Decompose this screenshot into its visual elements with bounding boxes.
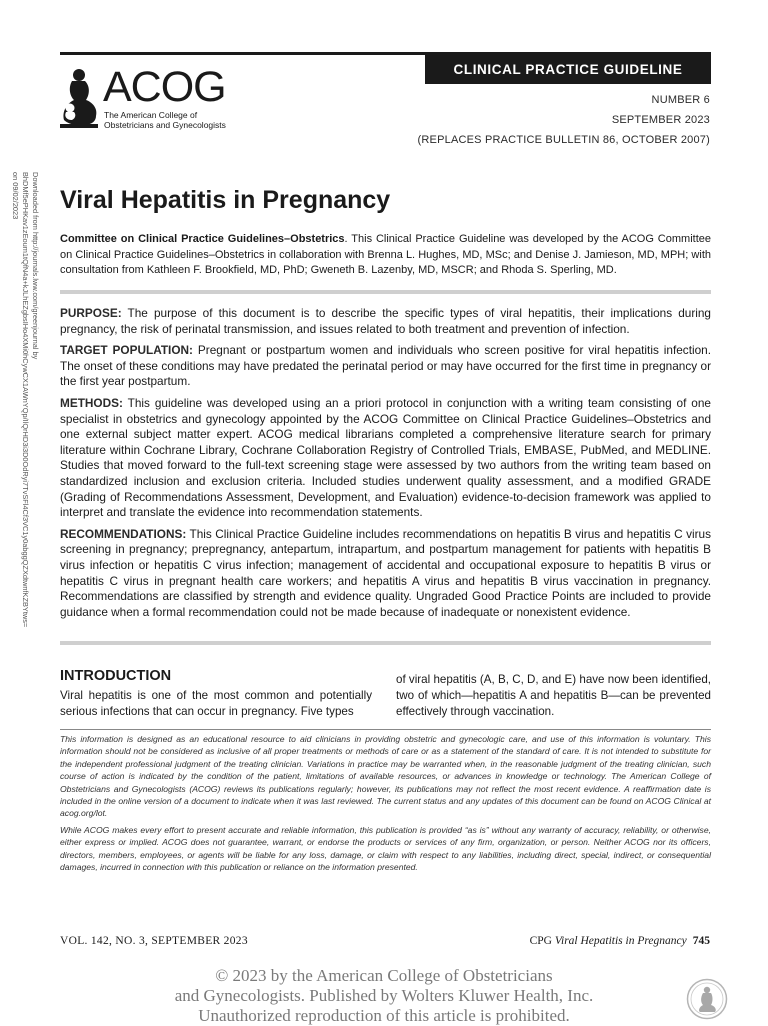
disclaimer bbox=[60, 733, 711, 877]
recommendations-paragraph bbox=[60, 527, 711, 621]
purpose-paragraph bbox=[60, 306, 711, 337]
target-text: Pregnant or postpartum women and individuals who screen positive for viral hepatitis infection. The onset of these conditions may have predated the perinatal period or may have occurred for the first time in pregnancy or the first year postpartum. bbox=[60, 343, 711, 389]
target-paragraph bbox=[60, 343, 711, 390]
purpose-label: PURPOSE: bbox=[60, 306, 122, 320]
introduction-column-1: Viral hepatitis is one of the most common and potentially serious infections that can occur in pregnancy. Five types bbox=[60, 689, 372, 718]
methods-paragraph bbox=[60, 396, 711, 521]
target-label: TARGET POPULATION: bbox=[60, 343, 193, 358]
abstract bbox=[60, 306, 711, 626]
download-watermark: Downloaded from http://journals.lww.com/greenjournal by BhDMf5ePHKav1zEoum1tQfN4a+kJLhEZgbsIHo4XMi0hCywCX1AWnYQp/IlQrHD3i3D0OdRyi7TvSFl4Cf3VC1y0abggQZXdtwnfKZBYtws= on 09/02/2023 bbox=[11, 172, 40, 628]
introduction-column-2: of viral hepatitis (A, B, C, D, and E) have now been identified, two of which—hepatitis A and hepatitis B—can be prevented effectively through vaccination. bbox=[396, 673, 711, 718]
copyright-line3: Unauthorized reproduction of this article is prohibited. bbox=[198, 1006, 570, 1025]
introduction-heading: INTRODUCTION bbox=[60, 668, 172, 684]
page-number: 745 bbox=[692, 935, 710, 947]
abstract-bottom-rule bbox=[60, 641, 711, 645]
guideline-number: NUMBER 6 bbox=[651, 94, 710, 106]
acog-logo bbox=[58, 63, 238, 134]
disclaimer-paragraph-1: This information is designed as an educational resource to aid clinicians in providing obstetric and gynecologic care, and use of this information is voluntary. This information should not be considered as inclusive of all proper treatments or methods of care or as a statement of the standard of care. It is not intended to substitute for the independent professional judgment of the treating clinician. Variations in practice may be warranted when, in the reasonable judgment of the treating clinician, such course of action is indicated by the condition of the patient, limitations of available resources, or advances in knowledge or technology. The American College of Obstetricians and Gynecologists (ACOG) reviews its publications regularly; however, its publications may not reflect the most recent evidence. A reaffirmation date is included in the online version of a document to indicate when it was last reviewed. The current status and any updates of this document can be found on ACOG Clinical at acog.org/lot. bbox=[60, 734, 711, 819]
logo-subtitle-line2: Obstetricians and Gynecologists bbox=[104, 120, 226, 130]
footer-cpg: CPG bbox=[529, 935, 552, 947]
author-statement bbox=[60, 232, 711, 279]
author-text: . This Clinical Practice Guideline was developed by the ACOG Committee on Clinical Practice Guidelines–Obstetrics in collaboration with Brenna L. Hughes, MD, MSc; and Denise J. Jamieson, MD, MPH; with consultation from Kathleen F. Brookfield, MD, PhD; Gweneth B. Lazenby, MD, MSCR; and Rhoda S. Sperling, MD. bbox=[60, 233, 711, 276]
recommendations-text: This Clinical Practice Guideline includes recommendations on hepatitis B virus and hepatitis C virus screening in pregnancy; prepregnancy, antepartum, intrapartum, and postpartum management for patients with hepatitis B virus infection or hepatitis C virus infection; management of accidental and occupational exposure to hepatitis B virus or hepatitis C virus in pregnant health care workers; and hepatitis A virus and hepatitis B virus vaccination in pregnancy. Recommendations are classified by strength and evidence quality. Ungraded Good Practice Points are included to provide guidance when a formal recommendation could not be made because of inadequate or nonexistent evidence. bbox=[60, 526, 711, 619]
copyright-line2: and Gynecologists. Published by Wolters Kluwer Health, Inc. bbox=[174, 986, 594, 1005]
committee-name: Committee on Clinical Practice Guidelines–Obstetrics bbox=[60, 233, 345, 245]
abstract-top-rule bbox=[60, 290, 711, 294]
guideline-banner: CLINICAL PRACTICE GUIDELINE bbox=[425, 55, 711, 84]
mother-child-logo-icon bbox=[58, 68, 100, 130]
replaces-note: (REPLACES PRACTICE BULLETIN 86, OCTOBER 2007) bbox=[417, 134, 710, 146]
copyright-notice bbox=[0, 966, 768, 1026]
purpose-text: The purpose of this document is to describe the specific types of viral hepatitis, their implications during pregnancy, the risk of perinatal transmission, and issues related to both treatment and prevention of infection. bbox=[60, 306, 711, 336]
page-title: Viral Hepatitis in Pregnancy bbox=[60, 186, 391, 214]
disclaimer-rule bbox=[60, 729, 711, 730]
logo-subtitle-line1: The American College of bbox=[104, 110, 198, 120]
methods-text: This guideline was developed using an a priori protocol in conjunction with a writing team consisting of one specialist in obstetrics and gynecology appointed by the ACOG Committee on Clinical Practice Guidelines–Obstetrics and one external subject matter expert. ACOG medical librarians completed a comprehensive literature search for primary literature within Cochrane Library, Cochrane Collaboration Registry of Controlled Trials, EMBASE, PubMed, and MEDLINE. Studies that moved forward to the full-text screening stage were assessed by two authors from the writing team based on standardized inclusion and exclusion criteria. Included studies underwent quality assessment, and a modified GRADE (Grading of Recommendations Assessment, Development, and Evaluation) evidence-to-decision framework was applied to interpret and translate the evidence into recommendation statements. bbox=[60, 395, 711, 520]
copyright-line1: © 2023 by the American College of Obstetricians bbox=[215, 966, 553, 985]
disclaimer-paragraph-2: While ACOG makes every effort to present accurate and reliable information, this publication is provided “as is” without any warranty of accuracy, reliability, or otherwise, either express or implied. ACOG does not guarantee, warrant, or endorse the products or services of any firm, organization, or person. Neither ACOG nor its officers, directors, members, employees, or agents will be liable for any loss, damage, or claim with respect to any liabilities, including direct, special, indirect, or consequential damages, incurred in connection with this publication or reliance on the information presented. bbox=[60, 824, 711, 873]
logo-subtitle bbox=[104, 110, 244, 130]
footer-journal-title: Viral Hepatitis in Pregnancy bbox=[554, 935, 687, 947]
running-footer bbox=[530, 935, 710, 947]
publication-date: SEPTEMBER 2023 bbox=[611, 114, 710, 126]
acog-seal-icon bbox=[686, 978, 728, 1020]
logo-wordmark: ACOG bbox=[103, 63, 226, 111]
methods-label: METHODS: bbox=[60, 395, 123, 410]
volume-info: VOL. 142, NO. 3, SEPTEMBER 2023 bbox=[60, 935, 248, 947]
recommendations-label: RECOMMENDATIONS: bbox=[60, 526, 187, 541]
